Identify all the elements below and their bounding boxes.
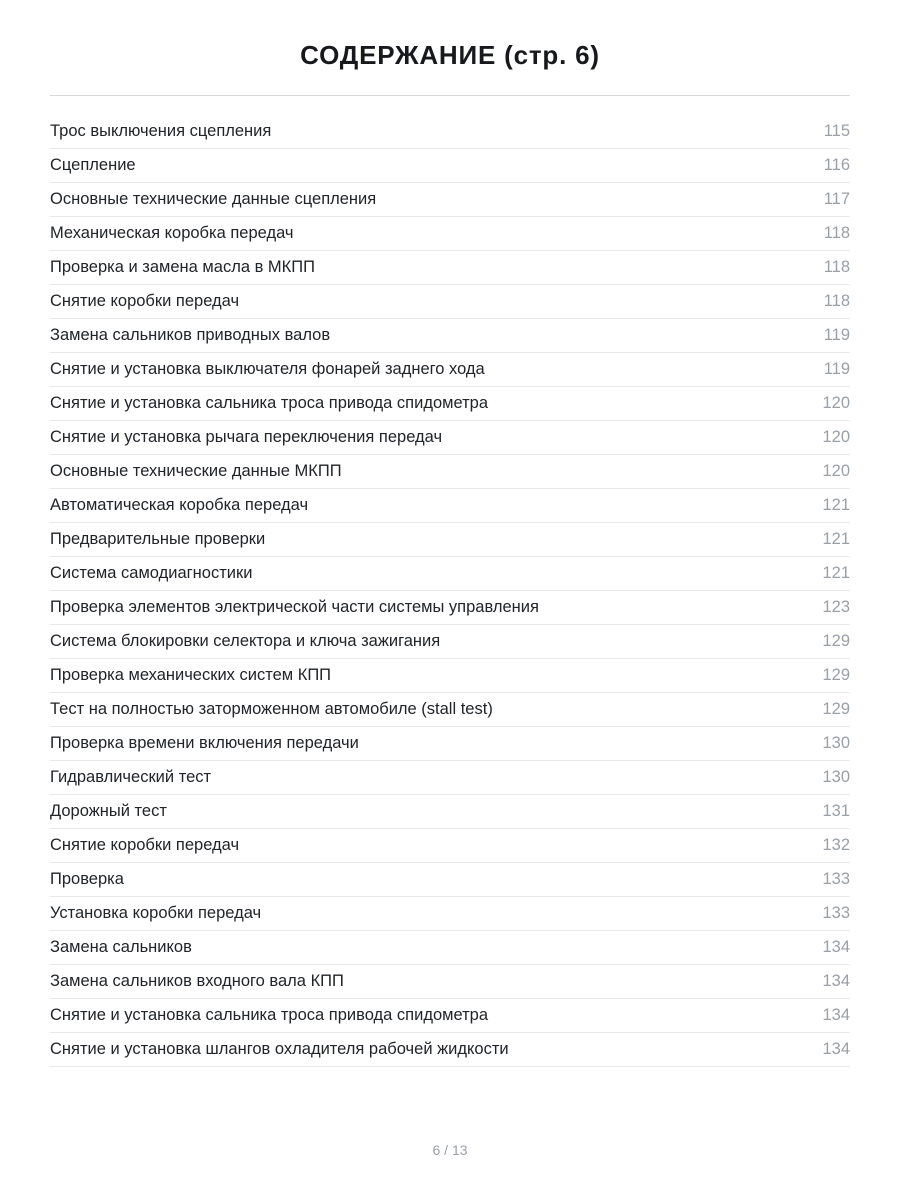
toc-entry-page: 134 bbox=[822, 1006, 850, 1024]
toc-entry-page: 129 bbox=[822, 700, 850, 718]
toc-entry-page: 133 bbox=[822, 904, 850, 922]
toc-entry-label: Снятие и установка рычага переключения передач bbox=[50, 428, 443, 446]
toc-entry-page: 123 bbox=[822, 598, 850, 616]
toc-entry[interactable] bbox=[50, 149, 850, 183]
toc-entry[interactable] bbox=[50, 897, 850, 931]
toc-entry-label: Тест на полностью заторможенном автомобиле (stall test) bbox=[50, 700, 493, 718]
toc-entry[interactable] bbox=[50, 455, 850, 489]
toc-entry-page: 134 bbox=[822, 938, 850, 956]
toc-entry-label: Сцепление bbox=[50, 156, 136, 174]
toc-entry-label: Снятие и установка выключателя фонарей заднего хода bbox=[50, 360, 485, 378]
toc-entry[interactable] bbox=[50, 591, 850, 625]
toc-entry[interactable] bbox=[50, 659, 850, 693]
toc-entry[interactable] bbox=[50, 353, 850, 387]
toc-entry-label: Снятие и установка сальника троса привода спидометра bbox=[50, 1006, 488, 1024]
toc-entry-page: 117 bbox=[823, 190, 850, 208]
toc-entry-label: Проверка bbox=[50, 870, 124, 888]
toc-entry-page: 121 bbox=[822, 564, 850, 582]
toc-entry[interactable] bbox=[50, 693, 850, 727]
toc-entry[interactable] bbox=[50, 1033, 850, 1067]
toc-entry-label: Замена сальников bbox=[50, 938, 192, 956]
toc-entry-label: Предварительные проверки bbox=[50, 530, 266, 548]
toc-entry-page: 118 bbox=[823, 292, 850, 310]
toc-entry-page: 134 bbox=[822, 972, 850, 990]
toc-entry[interactable] bbox=[50, 217, 850, 251]
page-title: СОДЕРЖАНИЕ (стр. 6) bbox=[300, 40, 600, 70]
toc-entry-label: Замена сальников приводных валов bbox=[50, 326, 331, 344]
toc-entry-label: Трос выключения сцепления bbox=[50, 122, 272, 140]
toc-entry-page: 132 bbox=[822, 836, 850, 854]
toc-entry-label: Механическая коробка передач bbox=[50, 224, 294, 242]
toc-entry-label: Система блокировки селектора и ключа зажигания bbox=[50, 632, 441, 650]
toc-entry[interactable] bbox=[50, 115, 850, 149]
toc-entry-label: Снятие коробки передач bbox=[50, 292, 240, 310]
toc-entry[interactable] bbox=[50, 795, 850, 829]
toc-entry-label: Проверка и замена масла в МКПП bbox=[50, 258, 316, 276]
toc-entry-page: 134 bbox=[822, 1040, 850, 1058]
toc-entry[interactable] bbox=[50, 761, 850, 795]
toc-entry[interactable] bbox=[50, 285, 850, 319]
toc-entry[interactable] bbox=[50, 999, 850, 1033]
toc-entry-page: 121 bbox=[822, 530, 850, 548]
toc-entry-page: 119 bbox=[823, 326, 850, 344]
toc-entry-page: 129 bbox=[822, 666, 850, 684]
toc-entry-label: Дорожный тест bbox=[50, 802, 167, 820]
toc-entry-page: 120 bbox=[822, 394, 850, 412]
toc-entry-label: Автоматическая коробка передач bbox=[50, 496, 309, 514]
toc-entry-label: Основные технические данные сцепления bbox=[50, 190, 377, 208]
toc-entry-page: 130 bbox=[822, 768, 850, 786]
toc-entry-page: 115 bbox=[823, 122, 850, 140]
toc-entry[interactable] bbox=[50, 829, 850, 863]
toc-entry-page: 120 bbox=[822, 462, 850, 480]
toc-entry[interactable] bbox=[50, 387, 850, 421]
page-indicator: 6 / 13 bbox=[432, 1142, 468, 1158]
toc-entry-label: Проверка времени включения передачи bbox=[50, 734, 359, 752]
toc-entry[interactable] bbox=[50, 319, 850, 353]
toc-entry-label: Система самодиагностики bbox=[50, 564, 253, 582]
toc-list bbox=[50, 115, 850, 1067]
toc-entry[interactable] bbox=[50, 625, 850, 659]
toc-entry-label: Замена сальников входного вала КПП bbox=[50, 972, 344, 990]
toc-entry-page: 118 bbox=[823, 258, 850, 276]
toc-entry-label: Проверка механических систем КПП bbox=[50, 666, 332, 684]
toc-entry[interactable] bbox=[50, 931, 850, 965]
toc-entry-label: Снятие коробки передач bbox=[50, 836, 240, 854]
toc-entry[interactable] bbox=[50, 965, 850, 999]
toc-entry-page: 131 bbox=[822, 802, 850, 820]
toc-entry[interactable] bbox=[50, 727, 850, 761]
toc-entry-label: Основные технические данные МКПП bbox=[50, 462, 342, 480]
toc-entry[interactable] bbox=[50, 251, 850, 285]
toc-entry-page: 120 bbox=[822, 428, 850, 446]
toc-entry[interactable] bbox=[50, 183, 850, 217]
toc-entry-label: Снятие и установка шлангов охладителя рабочей жидкости bbox=[50, 1040, 509, 1058]
title-divider bbox=[50, 95, 850, 96]
toc-entry[interactable] bbox=[50, 489, 850, 523]
toc-entry[interactable] bbox=[50, 523, 850, 557]
toc-entry-label: Установка коробки передач bbox=[50, 904, 262, 922]
toc-entry[interactable] bbox=[50, 863, 850, 897]
toc-entry[interactable] bbox=[50, 421, 850, 455]
toc-entry-page: 121 bbox=[822, 496, 850, 514]
toc-entry-page: 116 bbox=[823, 156, 850, 174]
toc-entry-label: Снятие и установка сальника троса привода спидометра bbox=[50, 394, 488, 412]
toc-entry-label: Проверка элементов электрической части системы управления bbox=[50, 598, 539, 616]
toc-entry[interactable] bbox=[50, 557, 850, 591]
toc-entry-page: 130 bbox=[822, 734, 850, 752]
toc-entry-page: 118 bbox=[823, 224, 850, 242]
toc-entry-page: 119 bbox=[823, 360, 850, 378]
toc-entry-page: 133 bbox=[822, 870, 850, 888]
toc-entry-page: 129 bbox=[822, 632, 850, 650]
toc-entry-label: Гидравлический тест bbox=[50, 768, 212, 786]
